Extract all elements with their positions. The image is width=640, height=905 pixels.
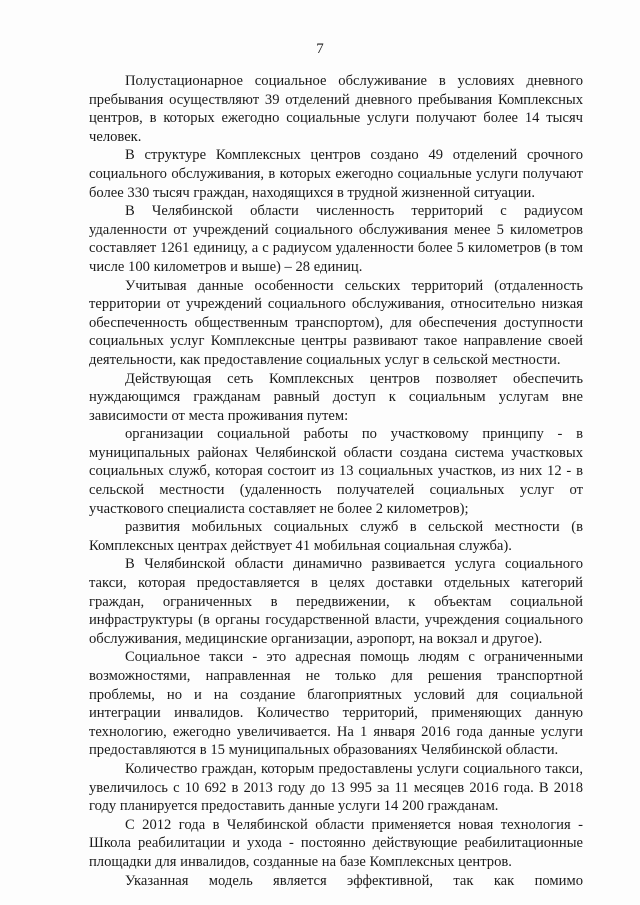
paragraph-territory-distance: В Челябинской области численность территорий с радиусом удаленности от учреждений социального обслуживания менее 5 километров составляет 1261 единицу, а с радиусом удаленности более 5 километров (в том числе 100 километров и выше) – 28 единиц. xyxy=(89,203,583,275)
paragraph-urgent-service: В структуре Комплексных центров создано 49 отделений срочного социального обслуживания, в которых ежегодно социальные услуги получают более 330 тысяч граждан, находящихся в трудной жизненной ситуации. xyxy=(89,147,583,201)
paragraph-day-stay-service: Полустационарное социальное обслуживание в условиях дневного пребывания осуществляют 39 отделений дневного пребывания Комплексных центров, в которых ежегодно социальные услуги получают более 14 тысяч человек. xyxy=(89,73,583,145)
page-number: 7 xyxy=(316,41,324,57)
paragraph-rural-features: Учитывая данные особенности сельских территорий (отдаленность территории от учреждений социального обслуживания, относительно низкая обеспеченность общественным транспортом), для обеспечения доступности социальных услуг Комплексные центры развивают такое направление своей деятельности, как предоставление социальных услуг в сельской местности. xyxy=(89,277,583,368)
paragraph-model-effective: Указанная модель является эффективной, так как помимо xyxy=(125,872,583,889)
paragraph-rehabilitation-school: С 2012 года в Челябинской области применяется новая технология - Школа реабилитации и ухода - постоянно действующие реабилитационные площадки для инвалидов, созданные на базе Комплексных центров. xyxy=(89,816,583,870)
paragraph-mobile-services: развития мобильных социальных служб в сельской местности (в Комплексных центрах действует 41 мобильная социальная служба). xyxy=(89,519,583,554)
paragraph-social-taxi: В Челябинской области динамично развивается услуга социального такси, которая предоставляется в целях доставки отдельных категорий граждан, ограниченных в передвижении, к объектам социальной инфраструктуры (в органы государственной власти, учреждения социального обслуживания, медицинские организации, аэропорт, на вокзал и другое). xyxy=(89,556,583,647)
document-body xyxy=(89,72,583,890)
paragraph-social-taxi-purpose: Социальное такси - это адресная помощь людям с ограниченными возможностями, направленная не только для решения транспортной проблемы, но и на создание благоприятных условий для социальной интеграции инвалидов. Количество территорий, применяющих данную технологию, ежегодно увеличивается. На 1 января 2016 года данные услуги предоставляются в 15 муниципальных образованиях Челябинской области. xyxy=(89,649,583,759)
paragraph-social-taxi-statistics: Количество граждан, которым предоставлены услуги социального такси, увеличилось с 10 692 в 2013 году до 13 995 за 11 месяцев 2016 года. В 2018 году планируется предоставить данные услуги 14 200 гражданам. xyxy=(89,760,583,815)
paragraph-equal-access: Действующая сеть Комплексных центров позволяет обеспечить нуждающимся гражданам равный доступ к социальным услугам вне зависимости от места проживания путем: xyxy=(89,370,583,424)
paragraph-district-principle: организации социальной работы по участковому принципу - в муниципальных районах Челябинской области создана система участковых социальных служб, которая состоит из 13 социальных участков, из них 12 - в сельской местности (удаленность получателей социальных услуг от участкового специалиста составляет не более 2 километров); xyxy=(89,426,583,517)
